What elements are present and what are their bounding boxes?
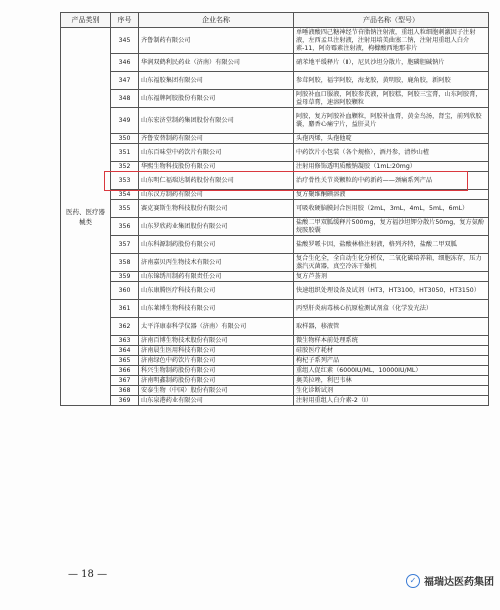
table-row xyxy=(61,236,489,254)
row-number: 354 xyxy=(111,190,139,200)
product-name: 盐酸二甲双胍缓释片500mg，复方福沙坦钾分散片50mg，复方氨酚烷胺胶囊 xyxy=(294,218,489,236)
product-name: 丙型肝炎病毒核心抗原检测试剂盒（化学发光法） xyxy=(294,300,489,318)
table-row xyxy=(61,386,489,396)
product-name: 中药饮片小包装（各个规格），酒丹参，清炒山楂 xyxy=(294,144,489,162)
company-name: 齐鲁制药有限公司 xyxy=(139,28,294,54)
header-company: 企业名称 xyxy=(139,13,294,28)
table-row xyxy=(61,172,489,190)
table-row xyxy=(61,396,489,406)
table-row xyxy=(61,318,489,336)
product-name: 单唾液酸四己糖神经节苷脂钠注射液，重组人粒细胞刺激因子注射液，左西孟旦注射液，注射用培美曲塞二钠，注射用重组人白介素-11，阿奇霉素注射液，枸橼酸西地那非片 xyxy=(294,28,489,54)
company-name: 山东莱博生物科技有限公司 xyxy=(139,300,294,318)
product-name: 奥美拉唑，利巴韦林 xyxy=(294,376,489,386)
table-row xyxy=(61,300,489,318)
row-number: 353 xyxy=(111,172,139,190)
company-name: 太平洋康泰科学仪器（济南）有限公司 xyxy=(139,318,294,336)
table-row xyxy=(61,336,489,346)
company-name: 山东泉港药业有限公司 xyxy=(139,396,294,406)
product-name: 复合生化全，全自动生化分析仪，二氧化碳培养箱，细胞冻存，压力蒸汽灭菌器，真空冷冻干燥机 xyxy=(294,254,489,272)
table-row xyxy=(61,190,489,200)
product-name: 可吸收硬脑膜封合医用胶（2mL，3mL，4mL，5mL，6mL） xyxy=(294,200,489,218)
company-name: 山东汉方制药有限公司 xyxy=(139,190,294,200)
company-name: 山东明仁福瑞达制药股份有限公司 xyxy=(139,172,294,190)
table-row xyxy=(61,54,489,72)
company-name: 山东福胶集团有限公司 xyxy=(139,72,294,90)
watermark xyxy=(406,573,494,588)
header-product: 产品名称（型号） xyxy=(294,13,489,28)
company-name: 济南百博生物技术股份有限公司 xyxy=(139,336,294,346)
row-number: 346 xyxy=(111,54,139,72)
company-name: 山东锦绣川制药有限责任公司 xyxy=(139,272,294,282)
row-number: 358 xyxy=(111,254,139,272)
product-name: 盐酸罗哌卡因，盐酸林格注射液，格列齐特，盐酸二甲双胍 xyxy=(294,236,489,254)
company-name: 山东百味堂中药饮片有限公司 xyxy=(139,144,294,162)
row-number: 355 xyxy=(111,200,139,218)
table-row xyxy=(61,254,489,272)
table-row xyxy=(61,28,489,54)
row-number: 367 xyxy=(111,376,139,386)
row-number: 348 xyxy=(111,90,139,108)
table-row xyxy=(61,72,489,90)
row-number: 352 xyxy=(111,162,139,172)
product-name: 复方芦荟剂 xyxy=(294,272,489,282)
product-name: 复方聚维酮碘溶液 xyxy=(294,190,489,200)
product-name: 头孢丙烯，头孢他啶 xyxy=(294,134,489,144)
product-name: 注射用修饰透明质酸钠凝胶（1mL:20mg） xyxy=(294,162,489,172)
row-number: 347 xyxy=(111,72,139,90)
table-row xyxy=(61,144,489,162)
table-row xyxy=(61,356,489,366)
product-table xyxy=(60,12,489,406)
product-name: 硅胶医疗耗材 xyxy=(294,346,489,356)
row-number: 361 xyxy=(111,300,139,318)
header-category: 产品类别 xyxy=(61,13,111,28)
table-row xyxy=(61,218,489,236)
watermark-text: 福瑞达医药集团 xyxy=(424,577,494,588)
product-name: 硝苯地平缓释片（Ⅱ），尼贝沙坦分散片，胞磷胆碱钠片 xyxy=(294,54,489,72)
row-number: 362 xyxy=(111,318,139,336)
table-row xyxy=(61,200,489,218)
company-name: 山东宏济堂制药集团股份有限公司 xyxy=(139,108,294,134)
table-row xyxy=(61,162,489,172)
table-row xyxy=(61,272,489,282)
product-name: 参茸阿胶，福字阿胶，海龙胶，黄明胶，鹿角胶，新阿胶 xyxy=(294,72,489,90)
product-name: 枸杞子系列产品 xyxy=(294,356,489,366)
company-name: 科兴生物制药股份有限公司 xyxy=(139,366,294,376)
product-name: 微生物样本前处理系统 xyxy=(294,336,489,346)
row-number: 369 xyxy=(111,396,139,406)
row-number: 351 xyxy=(111,144,139,162)
company-name: 山东罗欣药业集团股份有限公司 xyxy=(139,218,294,236)
company-name: 济南嘉贝丙生物技术有限公司 xyxy=(139,254,294,272)
row-number: 350 xyxy=(111,134,139,144)
company-name: 山东福牌阿胶股份有限公司 xyxy=(139,90,294,108)
row-number: 363 xyxy=(111,336,139,346)
product-name: 快速组织处理设备及试剂（HT3，HT3100，HT3050，HT3150） xyxy=(294,282,489,300)
product-name: 阿胶补血口服液，阿胶参芪液，阿胶糕，阿胶三宝膏，山东阿胶膏，益母草膏，速溶阿胶颗粒 xyxy=(294,90,489,108)
product-name: 注射用重组人白介素-2（Ⅰ） xyxy=(294,396,489,406)
row-number: 357 xyxy=(111,236,139,254)
row-number: 368 xyxy=(111,386,139,396)
table-row xyxy=(61,346,489,356)
company-name: 山东康腾医疗科技有限公司 xyxy=(139,282,294,300)
table-row xyxy=(61,282,489,300)
table-row xyxy=(61,134,489,144)
wechat-icon: ✓ xyxy=(406,574,420,588)
company-name: 安泰生物（中国）股份有限公司 xyxy=(139,386,294,396)
row-number: 364 xyxy=(111,346,139,356)
table-row xyxy=(61,366,489,376)
page-number: — 18 — xyxy=(68,569,108,580)
table-row xyxy=(61,108,489,134)
table-row xyxy=(61,90,489,108)
product-name: 阿胶，复方阿胶补血颗粒，阿胶补血膏，黄金鸟汤，肾宝，前列欣胶囊，麝香心痛宁片，益肝灵片 xyxy=(294,108,489,134)
table-body xyxy=(61,28,489,406)
product-name: 取样器，移液管 xyxy=(294,318,489,336)
company-name: 赛克赛斯生物科技股份有限公司 xyxy=(139,200,294,218)
row-number: 365 xyxy=(111,356,139,366)
product-name: 重组人促红素（6000IU/ML，10000IU/ML） xyxy=(294,366,489,376)
header-number: 序号 xyxy=(111,13,139,28)
table-header-row xyxy=(61,13,489,28)
row-number: 366 xyxy=(111,366,139,376)
product-name: 生化诊断试剂 xyxy=(294,386,489,396)
company-name: 齐鲁安替制药有限公司 xyxy=(139,134,294,144)
table-row xyxy=(61,376,489,386)
row-number: 356 xyxy=(111,218,139,236)
company-name: 华熙生物科技股份有限公司 xyxy=(139,162,294,172)
company-name: 济南晨生医用科技有限公司 xyxy=(139,346,294,356)
product-name: 治疗骨性关节炎颗粒的中药新药——颈痛系列产品 xyxy=(294,172,489,190)
row-number: 345 xyxy=(111,28,139,54)
company-name: 山东科源制药股份有限公司 xyxy=(139,236,294,254)
row-number: 360 xyxy=(111,282,139,300)
row-number: 359 xyxy=(111,272,139,282)
company-name: 济南明鑫制药股份有限公司 xyxy=(139,376,294,386)
company-name: 华润双鹤利民药业（济南）有限公司 xyxy=(139,54,294,72)
company-name: 济南绿色中药饮片有限公司 xyxy=(139,356,294,366)
row-number: 349 xyxy=(111,108,139,134)
category-cell: 医药、医疗器械类 xyxy=(61,28,111,406)
